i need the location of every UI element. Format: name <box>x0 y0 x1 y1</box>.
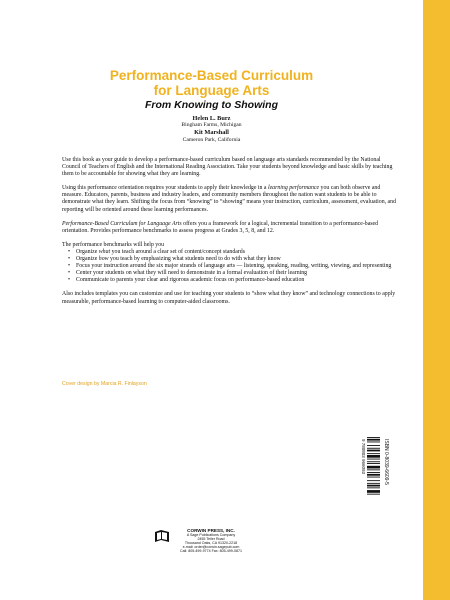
publisher-line: 2455 Teller Road <box>197 537 225 542</box>
list-item: • Communicate to parents your clear and rigorous academic focus on performance-based education <box>76 277 398 284</box>
list-item: • Organize what you teach around a clear set of content/concept standards <box>76 249 398 256</box>
benchmark-list <box>62 249 398 284</box>
author-place: Bingham Farms, Michigan <box>181 122 242 129</box>
cover-design-credit: Cover design by Marcia R. Finlayson <box>62 381 147 387</box>
author-name: Helen L. Burz <box>192 115 231 122</box>
title-line-1: Performance-Based Curriculum <box>109 68 314 83</box>
author-name: Kit Marshall <box>194 129 229 137</box>
publisher-block <box>171 529 251 554</box>
spine-stripe <box>423 0 450 600</box>
barcode-number: 9 780803 966093 <box>361 439 366 475</box>
publisher-name: CORWIN PRESS, INC. <box>187 528 235 533</box>
publisher-line: e-mail: order@corwin.sagepub.com <box>182 545 240 550</box>
title-line-2: for Language Arts <box>153 83 270 98</box>
paragraph-framework: Performance-Based Curriculum for Language Arts offers you a framework for a logical, incremental transition to a performance-based orientation. Provides performance benchmarks to assess progress at Grades 3, 5, 8, and 12. <box>62 220 379 234</box>
publisher-line: Thousand Oaks, CA 91320-2218 <box>184 541 238 546</box>
list-intro: The performance benchmarks will help you <box>62 241 165 248</box>
list-item: • Center your students on what they will need to demonstrate in a formal evaluation of their learning <box>76 270 398 277</box>
isbn-text: ISBN 0-8039-6609-5 <box>383 439 389 485</box>
authors-block <box>0 115 423 144</box>
author-place: Cameron Park, California <box>182 136 241 143</box>
book-subtitle: From Knowing to Showing <box>145 99 278 111</box>
list-item: • Focus your instruction around the six major strands of language arts — listening, speaking, reading, writing, viewing, and representing <box>76 263 398 270</box>
paragraph-orientation: Using this performance orientation requires your students to apply their knowledge in a learning performance you can both observe and measure. Educators, parents, business and industry leaders, and community members throughout the nation want students to be able to demonstrate what they learn. Shifting the focus from “knowing” to “showing” means your instruction, curriculum, assessment, evaluation, and reporting will be oriented around these learning performances. <box>62 185 396 213</box>
paragraph-templates: Also includes templates you can customize and use for teaching your students to “show what they know” and technology connections to apply measurable, performance-based learning to computer-aided classrooms. <box>62 291 396 305</box>
book-title <box>0 68 423 98</box>
publisher-logo <box>153 528 171 544</box>
barcode <box>360 433 390 518</box>
publisher-line: Call: 805-499-9774 Fax: 805-499-0871 <box>180 549 242 554</box>
paragraph-intro: Use this book as your guide to develop a performance-based curriculum based on language arts standards recommended by the National Council of Teachers of English and the International Reading Association. Take your students beyond knowledge and basic skills by teaching them to be accountable for showing what they are learning. <box>62 157 393 178</box>
list-item: • Organize how you teach by emphasizing what students need to do with what they know <box>76 256 398 263</box>
description-text <box>62 157 398 313</box>
publisher-line: A Sage Publications Company <box>186 533 236 538</box>
